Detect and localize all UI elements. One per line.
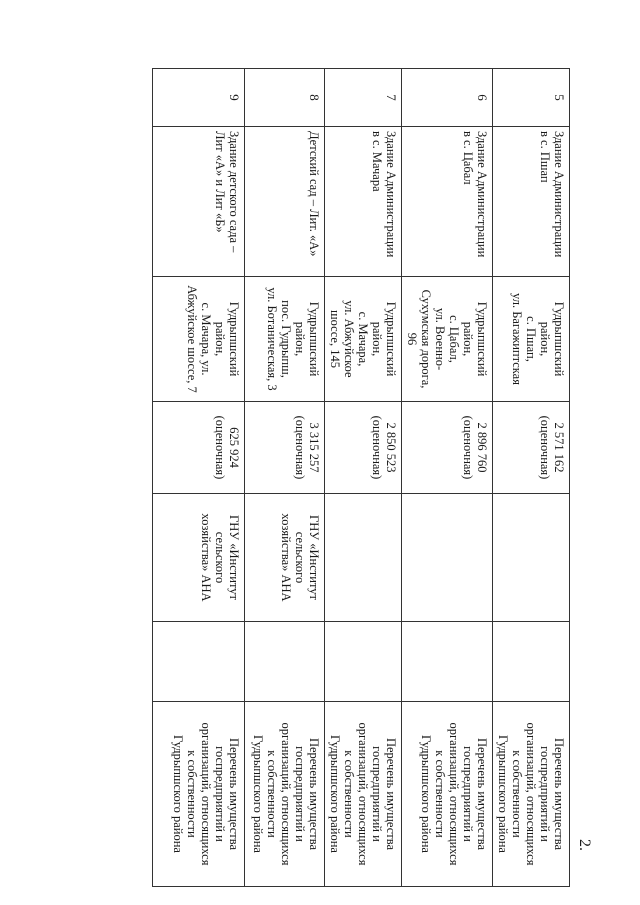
cost-cell-line: 2 571 162 [552, 422, 566, 473]
cost-cell [245, 402, 325, 494]
row-number-cell: 5 [493, 69, 570, 127]
address-cell-line: с. Пшап, [524, 316, 538, 362]
note-cell-line: к собственности [510, 750, 524, 838]
object-name-cell-line: Детский сад – Лит. «А» [307, 131, 321, 257]
note-cell-line: госпредприятий и [538, 746, 552, 842]
row-number-cell: 6 [402, 69, 493, 127]
cost-cell-line: (оценочная) [461, 415, 475, 480]
object-name-cell-line: Лит «А» и Лит «Б» [213, 131, 227, 233]
address-cell-line: 96 [405, 332, 419, 346]
address-cell-line: ул. Багажиптская [510, 293, 524, 385]
note-cell-line: Перечень имущества [552, 737, 566, 851]
note-cell-line: организаций, относящихся [447, 722, 461, 866]
address-cell-line: Гудрыпшский [475, 301, 489, 377]
cost-cell-line: 2 850 523 [384, 422, 398, 473]
empty-cell [402, 622, 493, 702]
note-cell-line: организаций, относящихся [356, 722, 370, 866]
note-cell-line: Гудрыпшского района [419, 735, 433, 853]
note-cell [245, 702, 325, 887]
address-cell-line: район, [213, 321, 227, 357]
balance-holder-cell-line: хозяйства» АНА [279, 513, 293, 602]
address-cell-line: район, [461, 321, 475, 357]
empty-cell [153, 622, 245, 702]
note-cell-line: госпредприятий и [213, 746, 227, 842]
note-cell-line: организаций, относящихся [279, 722, 293, 866]
object-name-cell [325, 127, 402, 277]
address-cell [493, 277, 570, 402]
balance-holder-cell [493, 494, 570, 622]
address-cell-line: район, [293, 321, 307, 357]
object-name-cell [402, 127, 493, 277]
balance-holder-cell [245, 494, 325, 622]
address-cell-line: ул. Военно- [433, 307, 447, 371]
balance-holder-cell [325, 494, 402, 622]
object-name-cell-line: в с. Цабал [461, 131, 475, 185]
note-cell-line: к собственности [433, 750, 447, 838]
object-name-cell [153, 127, 245, 277]
object-name-cell-line: Здание Администрации [384, 131, 398, 258]
object-name-cell-line: Здание Администрации [552, 131, 566, 258]
address-cell-line: ул. Ботаническая, 3 [265, 287, 279, 391]
note-cell-line: организаций, относящихся [524, 722, 538, 866]
note-cell-line: Гудрыпшского района [328, 735, 342, 853]
table-row [245, 69, 325, 887]
address-cell [402, 277, 493, 402]
address-cell [153, 277, 245, 402]
note-cell-line: Перечень имущества [384, 737, 398, 851]
object-name-cell [493, 127, 570, 277]
note-cell-line: Гудрыпшского района [171, 735, 185, 853]
row-number-cell: 8 [245, 69, 325, 127]
cost-cell-line: 2 896 760 [475, 422, 489, 473]
cost-cell-line: (оценочная) [213, 415, 227, 480]
note-cell-line: Перечень имущества [307, 737, 321, 851]
cost-cell-line: 625 924 [227, 427, 241, 468]
balance-holder-cell [402, 494, 493, 622]
table-row [325, 69, 402, 887]
rotated-table-wrapper [166, 68, 570, 886]
note-cell-line: госпредприятий и [461, 746, 475, 842]
empty-cell [493, 622, 570, 702]
note-cell-line: госпредприятий и [370, 746, 384, 842]
address-cell [325, 277, 402, 402]
balance-holder-cell-line: ГНУ «Институт [307, 515, 321, 600]
table-row [153, 69, 245, 887]
cost-cell-line: 3 315 257 [307, 422, 321, 473]
address-cell-line: Гудрыпшский [384, 301, 398, 377]
cost-cell-line: (оценочная) [370, 415, 384, 480]
note-cell-line: организаций, относящихся [199, 722, 213, 866]
note-cell [325, 702, 402, 887]
property-table [152, 68, 570, 887]
page-number: 2. [576, 839, 593, 851]
note-cell-line: Перечень имущества [475, 737, 489, 851]
address-cell-line: район, [370, 321, 384, 357]
note-cell-line: к собственности [342, 750, 356, 838]
note-cell [402, 702, 493, 887]
balance-holder-cell-line: ГНУ «Институт [227, 515, 241, 600]
row-number-cell: 7 [325, 69, 402, 127]
address-cell-line: район, [538, 321, 552, 357]
note-cell [153, 702, 245, 887]
object-name-cell-line: в с. Пшап [538, 131, 552, 183]
note-cell-line: к собственности [265, 750, 279, 838]
address-cell-line: Гудрыпшский [307, 301, 321, 377]
cost-cell [325, 402, 402, 494]
empty-cell [325, 622, 402, 702]
object-name-cell [245, 127, 325, 277]
balance-holder-cell-line: сельского [213, 531, 227, 584]
address-cell-line: Сухумская дорога, [419, 289, 433, 389]
balance-holder-cell-line: сельского [293, 531, 307, 584]
address-cell-line: Гудрыпшский [227, 301, 241, 377]
cost-cell-line: (оценочная) [293, 415, 307, 480]
cost-cell [153, 402, 245, 494]
address-cell-line: с. Цабал, [447, 315, 461, 363]
address-cell-line: пос. Гудрыпш, [279, 300, 293, 378]
note-cell-line: Гудрыпшского района [251, 735, 265, 853]
address-cell-line: с. Мачара, [356, 311, 370, 367]
empty-cell [245, 622, 325, 702]
note-cell [493, 702, 570, 887]
address-cell [245, 277, 325, 402]
balance-holder-cell [153, 494, 245, 622]
cost-cell-line: (оценочная) [538, 415, 552, 480]
address-cell-line: с. Мачара, ул. [199, 302, 213, 376]
note-cell-line: к собственности [185, 750, 199, 838]
note-cell-line: госпредприятий и [293, 746, 307, 842]
address-cell-line: Абжуйское шоссе, 7 [185, 285, 199, 393]
object-name-cell-line: в с. Мачара [370, 131, 384, 192]
cost-cell [493, 402, 570, 494]
object-name-cell-line: Здание Администрации [475, 131, 489, 258]
address-cell-line: ул. Абжуйское [342, 300, 356, 378]
note-cell-line: Гудрыпшского района [496, 735, 510, 853]
address-cell-line: шоссе, 145 [328, 310, 342, 368]
table-row [493, 69, 570, 887]
address-cell-line: Гудрыпшский [552, 301, 566, 377]
cost-cell [402, 402, 493, 494]
object-name-cell-line: Здание детского сада – [227, 131, 241, 253]
table-row [402, 69, 493, 887]
row-number-cell: 9 [153, 69, 245, 127]
balance-holder-cell-line: хозяйства» АНА [199, 513, 213, 602]
note-cell-line: Перечень имущества [227, 737, 241, 851]
